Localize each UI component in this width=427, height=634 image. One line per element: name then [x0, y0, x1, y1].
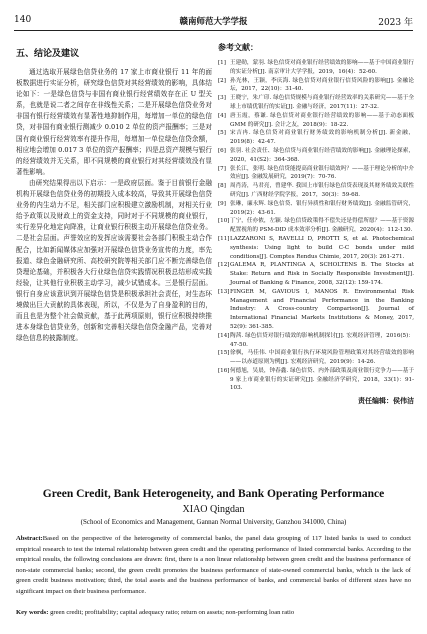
responsible-editor: 责任编辑：侯伟洁: [358, 397, 414, 406]
reference-text: FINGER M, GAVIOUS I, MANOS R. Environmental Risk Management and Financial Performance in the Banking Industry: A Cross-country Comparison[J]. Journal of International Financial Markets Institutions & Money, 2017, 52(9): 361-385.: [230, 288, 414, 330]
reference-item: [218, 349, 414, 367]
abstract-text: Based on the perspective of the heterogeneity of commercial banks, the panel data grouping of 117 listed banks is used to conduct empirical research to test the internal relationship between green credit and the operating performance of listed commercial banks. According to the empirical results, the following conclusions are drawn: first, there is a non linear relationship between green credit and the business performance of non-state commercial banks; second, the green credit promotes the business performance of state-owned commercial banks, which is the lack of green credit business motivation; third, the total assets and the business performance of banks, and commercial banks of different sizes have no significant impact on their business performance.: [16, 535, 411, 595]
reference-text: 王建勋，蒙羽. 绿色信贷对商业银行经营绩效的影响——基于中国商业银行的实证分析[J]. 南京审计大学学报，2019，16(4)：52-60.: [230, 60, 414, 75]
page-number: 140: [14, 15, 32, 25]
reference-text: GALEMA R, PLANTINGA A, SCHOLTENS B. The Stocks at Stake: Return and Risk in Socially Responsible Investment[J]. Journal of Banking & Finance, 2008, 32(12): 159-174.: [230, 262, 414, 286]
section-title: 五、结论及建议: [16, 49, 80, 59]
abstract-label: Abstract:: [16, 535, 43, 542]
english-author: XIAO Qingdan: [182, 504, 245, 515]
reference-text: 张羽. 社会责任、绿色信贷与商业银行经营绩效的影响[J]. 金融理论探索，2020，41(S2)：364-368.: [230, 147, 414, 163]
reference-item: [218, 59, 414, 77]
recommendation-paragraph: 由研究结果得出以下启示：一是政府层面。鉴于目前银行金融机构开展绿色信贷业务的初期投入成本较高，导致其开展绿色信贷业务的内生动力不足，相关部门应积极建立激励机制，对相关行业给予政策以及财政上的资金支持，同时对于不同规模的商业银行，实行差异化地定向降准，让商业银行积极主动开展绿色信贷业务。二是社会层面。声誉效应的发挥应该需要社会各部门积极主动合作配合，比如新闻媒体应加强对开展绿色信贷业务宣传的力度，率先报道、绿色金融研究所、高校研究院等相关部门应不断完善绿色信贷理论基础，并积极各大行业绿色信贷实践情况积极总结形成实践经验，让其他行业积极主动学习，减少试错成本。三是银行层面。银行自身应该意识到开展绿色信贷是积极承担社会责任，对生态环境做出巨大贡献的具体表现，所以，不仅是为了自身盈利的目的，而且也是为整个社会做贡献，基于此两项原则，银行应积极持续推进本身绿色信贷业务，创新和完善相关绿色信贷金融产品，完善对绿色信息的披露制度。: [16, 178, 212, 343]
reference-text: 周肖涛，马君亮，曾建华. 我国上市银行绿色信贷表现及其财务绩效关联性研究[J]. 广西财经学院学报，2017，30(3)：59-68.: [230, 183, 414, 198]
reference-number: [8]: [218, 183, 226, 190]
reference-item: [218, 112, 414, 130]
reference-text: 孙光林，王颖，李庆海. 绿色信贷对商业银行信贷风险的影响[J]. 金融论坛，2017，22(10)：31-40.: [230, 77, 414, 93]
reference-number: [3]: [218, 95, 226, 102]
reference-item: [218, 367, 414, 393]
english-title: Green Credit, Bank Heterogeneity, and Bank Operating Performance: [42, 488, 385, 500]
english-keywords: [16, 608, 411, 618]
reference-text: 唐玉霞，蔡谦. 绿色信贷对商业银行经营绩效的影响——基于动态面板 GMM 的研究[J]. 会计之友，2018(9)：18-22.: [230, 112, 414, 128]
reference-item: [218, 147, 414, 165]
keywords-label: Key words:: [16, 609, 49, 616]
reference-number: [1]: [218, 60, 226, 66]
reference-list: [218, 59, 414, 393]
reference-item: [218, 217, 414, 235]
reference-item: [218, 182, 414, 200]
keywords-text: green credit; profitability; capital adequacy ratio; return on assets; non-performing loan ratio: [50, 609, 295, 616]
left-column: [16, 38, 212, 344]
conclusion-paragraph: 通过选取开展绿色信贷业务的 17 家上市商业银行 11 年的面板数据进行实证分析，研究绿色信贷对其经营绩效的影响，具体结论如下：一是绿色信贷与非国有商业银行经营绩效存在正 U 型关系，也就是说二者之间存在非线性关系；二是开展绿色信贷业务对非国有银行经营绩效有显著性地抑制作用，每增加一单位的绿色信贷，对非国有商业银行测减少 0.010 2 单位的资产报酬率；三是对国有商业银行经营效率有提升作用，每增加一单位绿色信贷余额，相应地会增加 0.017 3 单位的资产报酬率；四是总资产规模与银行的经营绩效并无关系，即不同规模的商业银行对其经营绩效没有显著性影响。: [16, 68, 212, 176]
english-abstract: [16, 534, 411, 597]
reference-number: [4]: [218, 112, 226, 119]
reference-number: [6]: [218, 147, 226, 154]
page-header: [14, 15, 413, 29]
reference-text: 张琳，廉永辉. 绿色信贷、银行异质性和银行财务绩效[J]. 金融监管研究，2019(2)：43-61.: [230, 200, 414, 216]
reference-text: 徐枫，马佳伟. 中国商业银行执行环境风险管理政策对其经营绩效的影响——以赤道原则为例[J]. 宏观经济研究，2019(9)：14-26.: [230, 350, 414, 366]
reference-text: 王晓宁，朱广印. 绿色信贷规模与商业银行经营效率的关系研究——基于全球上市绩优银行的实证[J]. 金融与经济，2017(11)：27-32.: [230, 95, 414, 110]
reference-item: [218, 235, 414, 261]
english-affiliation: (School of Economics and Management, Gannan Normal University, Ganzhou 341000, China): [80, 518, 347, 526]
reference-item: [218, 77, 414, 95]
reference-number: [2]: [218, 77, 226, 84]
reference-number: [11]: [218, 235, 230, 242]
reference-text: 张长江，张明. 绿色信贷能提高商业银行绩效吗？——基于理论分析的中介效应[J]. 金融发展研究，2019(7)：70-76.: [230, 165, 414, 181]
header-rule: [14, 30, 413, 31]
reference-text: 何德旭，吴晨，钟春鑫. 绿色信贷、内外部政策及商业银行竞争力——基于 9 家上市商业银行的实证研究[J]. 金融经济学研究，2018，33(1)：91-103.: [230, 367, 414, 392]
reference-number: [7]: [218, 165, 226, 172]
right-column: [218, 38, 414, 406]
reference-number: [16]: [218, 367, 230, 374]
reference-number: [13]: [218, 288, 230, 295]
reference-item: [218, 200, 414, 218]
references-title: 参考文献：: [218, 43, 258, 52]
reference-item: [218, 261, 414, 287]
reference-item: [218, 129, 414, 147]
journal-name: 赣南师范大学学报: [179, 17, 248, 27]
reference-number: [15]: [218, 350, 230, 357]
reference-item: [218, 332, 414, 350]
reference-text: 陶茜. 绿色信贷对银行绩效的影响机制探讨[J]. 宏观经济管理，2016(5)：47-50.: [230, 332, 414, 348]
reference-item: [218, 94, 414, 112]
reference-number: [9]: [218, 200, 226, 207]
reference-item: [218, 288, 414, 332]
reference-text: LAZZARONI S, RAVELLI D, PROTTI S, et al. Photochemical synthesis: Using light to build C-C bonds under mild conditions[J]. Comptes Rendus Chimie, 2017, 20(3): 261-271.: [230, 235, 414, 260]
reference-number: [10]: [218, 218, 230, 225]
reference-text: 宋吉冉. 绿色信贷对商业银行财务绩效的影响机制分析[J]. 新金融，2019(8)：42-47.: [230, 130, 414, 146]
publication-year: 2023 年: [378, 18, 413, 28]
reference-number: [5]: [218, 130, 226, 137]
reference-number: [14]: [218, 332, 230, 339]
reference-item: [218, 165, 414, 183]
reference-number: [12]: [218, 262, 230, 269]
reference-text: 丁宁，任亦侬，左颖. 绿色信贷政策得不偿失还是得偿所愿？——基于资源配置视角的 PSM-DID 成本效率分析[J]. 金融研究，2020(4)：112-130.: [230, 218, 414, 234]
